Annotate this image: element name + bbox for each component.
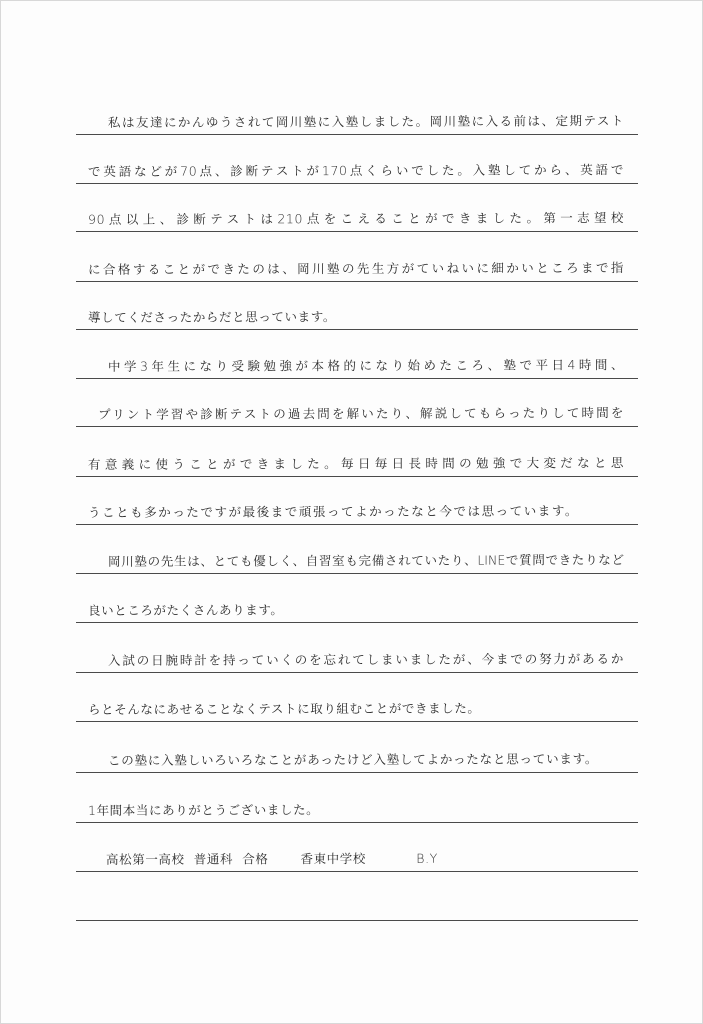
ruled-line [76,543,638,574]
text-line: うことも多かったですが最後まで頑張ってよかったなと今では思っています。 [87,503,579,520]
text-line: に合格することができたのは、岡川塾の先生方がていねいに細かいところまで指 [87,260,625,277]
ruled-line [76,841,638,872]
signature-junior-high: 香東中学校 [300,850,366,867]
ruled-line [76,299,638,330]
signature-course: 普通科 [193,851,234,867]
ruled-line [76,396,638,427]
ruled-line [76,691,638,722]
signature-initials: B.Y [416,850,438,866]
ruled-line [76,642,638,673]
signature-school: 高松第一高校 [105,851,185,867]
ruled-line [76,494,638,525]
text-line: 中学3年生になり受験勉強が本格的になり始めたころ、塾で平日4時間、 [107,357,625,374]
text-line: らとそんなにあせることなくテストに取り組むことができました。 [87,700,481,717]
text-line: 良いところがたくさんあります。 [87,602,284,618]
ruled-line [76,446,638,477]
ruled-line [76,592,638,623]
text-line: プリント学習や診断テストの過去問を解いたり、解説してもらったりして時間を [97,405,625,422]
text-line: 有意義に使うことができました。毎日毎日長時間の勉強で大変だなと思 [87,455,625,472]
text-line: 私は友達にかんゆうされて岡川塾に入塾しました。岡川塾に入る前は、定期テスト [107,113,625,130]
text-line [88,915,624,917]
ruled-line [76,201,638,232]
ruled-line [76,251,638,282]
signature-line [106,848,624,868]
text-line: 岡川塾の先生は、とても優しく、自習室も完備されていたり、LINEで質問できたりなど [107,552,625,569]
ruled-line [76,348,638,379]
ruled-line [76,890,638,921]
text-line: 90点以上、診断テストは210点をこえることができました。第一志望校 [87,210,625,227]
signature-result: 合格 [242,851,269,867]
text-line: 導してくださったからだと思っています。 [87,309,336,325]
ruled-line [76,742,638,773]
text-line: 入試の日腕時計を持っていくのを忘れてしまいましたが、今までの努力があるか [107,651,625,668]
text-line: 1年間本当にありがとうございました。 [87,802,320,818]
ruled-line [76,153,638,184]
text-line: で英語などが70点、診断テストが170点くらいでした。入塾してから、英語で [87,162,625,179]
ruled-line [76,104,638,135]
ruled-line [76,792,638,823]
text-line: この塾に入塾しいろいろなことがあったけど入塾してよかったなと思っています。 [107,751,599,768]
